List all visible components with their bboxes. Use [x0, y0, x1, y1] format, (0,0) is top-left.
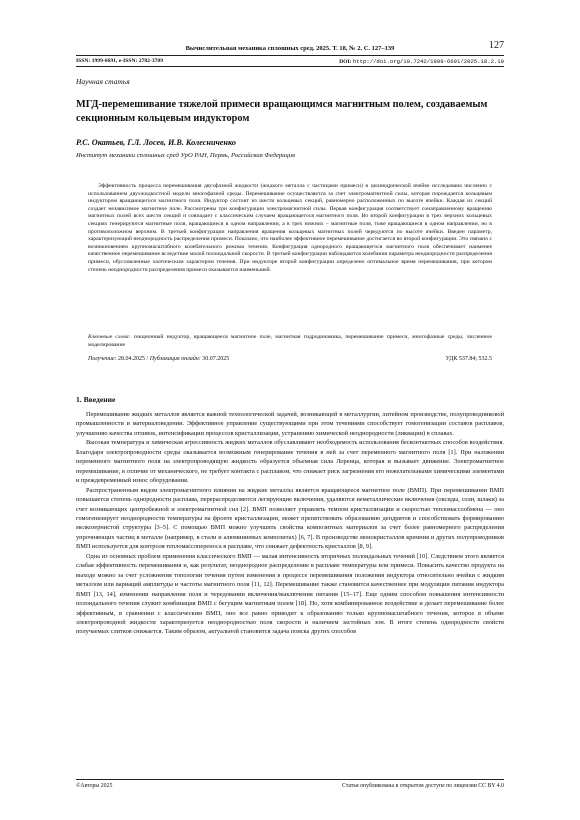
received-date: 28.04.2025: [118, 356, 146, 362]
published-label: Публикация онлайн:: [149, 356, 201, 362]
journal-citation: Вычислительная механика сплошных сред. 2025. Т. 18, № 2. С. 127–139: [185, 45, 395, 52]
dates-separator: /: [146, 356, 149, 362]
keywords-text: секционный индуктор, вращающееся магнитное поле, магнитная гидродинамика, перемешивание примеси, многофазные среды, численное моделирование: [88, 334, 493, 348]
section-heading-introduction: 1. Введение: [76, 395, 116, 404]
footer-copyright: ©Авторы 2025: [76, 783, 113, 789]
article-type: Научная статья: [76, 77, 130, 86]
published-date: 30.07.2025: [202, 356, 230, 362]
author-affiliation: Институт механики сплошных сред УрО РАН, Пермь, Российская Федерация: [76, 152, 296, 159]
header-rule: [76, 55, 504, 56]
doi-link[interactable]: http://doi.org/10.7242/1999-6691/2025.18.2.10: [352, 58, 504, 65]
keywords-label: Ключевые слова:: [88, 334, 131, 340]
udk-code: УДК 537.84; 532.5: [445, 356, 492, 362]
issn: ISSN: 1999-6691, e-ISSN: 2782-3709: [76, 58, 164, 64]
footer-license: Статья опубликована в открытом доступе по лицензии CC BY 4.0: [342, 783, 504, 789]
footer-rule: [76, 779, 504, 780]
paragraph: Высокая температура и химическая агрессивность жидких металлов обуславливают необходимость использования бесконтактных способов воздействия. Благодаря электропроводности среды оказывается возможным генерирование течения в ней за счет переменного магнитного поля [1]. При наложении переменного магнитного поля на электропроводящую жидкость образуется объемная сила Лоренца, которая и вызывает движение. Электромагнитное перемешивание, в отличие от механического, не требует контакта с расплавом, что снижает риск загрязнения его нежелательными химическими элементами и преждевременный износ оборудования.: [76, 439, 504, 485]
paragraph: Перемешивание жидких металлов является важной технологической задачей, возникающей в металлургии, литейном производстве, полупроводниковой промышленности и материаловедении. Эффективное управление существующими при этом течениями способствует гомогенизации составов расплавов, улучшению качества отливок, интенсификации процессов кристаллизации, устранению химической неоднородности (ликвации) в сплавах.: [76, 411, 504, 437]
body-text: [76, 410, 504, 637]
paragraph: Одна из основных проблем применения классического ВМП — малая интенсивность вторичных полоидальных течений [10]. Следствием этого является слабая эффективность перемешивания и, как результат, неоднородное распределение в расплаве температуры или примеси. Повысить качество продукта на выходе можно за счет усложнения топологии течения путем изменения в процессе перемешивания положения индуктора относительно ячейки с жидким металлом или вариаций амплитуды и частоты магнитного поля [11, 12]. Перемешивание также становится качественнее при модуляции питания индуктора ВМП [13, 14], изменении направления поля и чередовании включения/выключения питания [15–17]. Еще одним способом повышения интенсивности полоидального течения служит комбинация ВМП с бегущим магнитным полем [18]. Но, хотя комбинированное воздействие и делает перемешивание более эффективным, в сравнении с классическим ВМП, оно все равно приводит к образованию только крупномасштабного течения, которое в объеме электропроводной жидкости характеризуется неоднородностью поля скорости и наличием застойных зон. В итоге степень однородности свойств получаемых слитков снижается. Таким образом, актуальной становится задача поиска других способов: [76, 552, 504, 636]
doi-label: DOI:: [339, 59, 352, 65]
page-number: 127: [489, 40, 504, 51]
dates-left: [88, 356, 229, 362]
issn-doi-row: [76, 58, 504, 65]
doi: [339, 58, 504, 65]
keywords: [88, 334, 492, 349]
header-rule-bottom: [76, 66, 504, 67]
article-dates: [88, 356, 492, 362]
article-title: МГД-перемешивание тяжелой примеси вращающимся магнитным полем, создаваемым секционным кольцевым индуктором: [76, 99, 488, 124]
abstract: Эффективность процесса перемешивания двухфазной жидкости (жидкого металла с частицами примеси) в цилиндрической ячейке исследована численно с использованием двухжидкостной модели многофазной среды. Перемешивание осуществляется за счет электромагнитной силы, которая порождается кольцевым индуктором вращающегося магнитного поля. Индуктор состоит из шести кольцевых секций, равномерно расположенных по высоте ячейки. Каждая из секций создает независимое магнитное поле. Рассмотрены три конфигурации электромагнитной силы. Первая конфигурация соответствует сонаправленному вращению магнитных полей всех шести секций и совпадает с классическим случаем вращающегося магнитного поля. Во второй конфигурации в трех верхних кольцевых секциях генерируются магнитные поля, вращающиеся в одном направлении, а в трех нижних – магнитные поля, тоже вращающиеся в одном направлении, но в противоположном верхним. В третьей конфигурации направления вращения кольцевых магнитных полей чередуются по высоте ячейки. Введен параметр, характеризующий неоднородность распределения примеси. Показано, что наиболее эффективное перемешивание достигается во второй конфигурации. Это связано с возникновением крупномасштабного колебательного режима течения. Конфигурация однородного вращающегося магнитного поля обеспечивает наименее качественное перемешивание вследствие малой полоидальной скорости. В третьей конфигурации наблюдаются колебания параметра неоднородности распределения примеси, обусловленные хаотическим характером течения. При индукторе второй конфигурации определено оптимальное время перемешивания, при котором степень неоднородности распределения примеси оказывается наименьшей.: [88, 183, 492, 273]
article-authors: Р.С. Окатьев, Г.Л. Лосев, И.В. Колесниченко: [76, 138, 236, 147]
received-label: Получение:: [88, 356, 117, 362]
paragraph: Распространенным видом электромагнитного влияния на жидкие металлы является вращающееся магнитное поле (ВМП). При перемешивании ВМП повышается степень однородности расплава, перераспределяются легирующие включения, удаляются неметаллические включения (оксиды, соли, шлаки) за счет возникающих центробежной и электромагнитной сил [2]. ВМП позволяет управлять темпом кристаллизации и скоростью тепломассообмена — оно гомогенизирует неоднородности температуры на фронте кристаллизации, может препятствовать образованию дендритов и способствовать формированию мелкозернистой структуры [3–5]. С помощью ВМП можно улучшить свойства композитных материалов за счет более равномерного распределения упрочняющих частиц в металле (например, в стали и алюминиевых композитах) [6, 7]. В производстве монокристаллов кремния и других полупроводников ВМП используется для контроля тепломассопереноса в расплаве, что снижает дефектность кристаллов [8, 9].: [76, 486, 504, 551]
